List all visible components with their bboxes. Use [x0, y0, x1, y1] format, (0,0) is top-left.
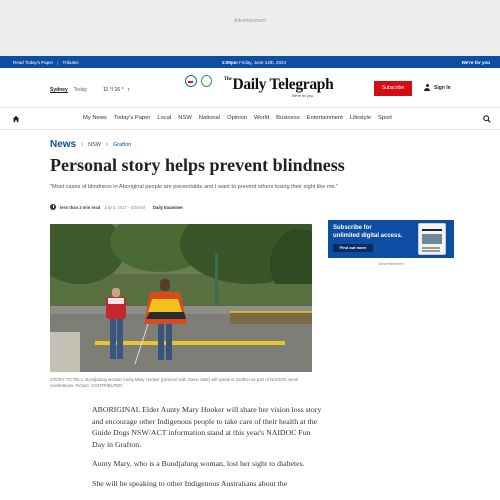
nav-items — [83, 115, 392, 121]
hero-image — [50, 224, 312, 372]
breadcrumb-section[interactable]: News — [50, 139, 77, 150]
tributes-link[interactable]: Tributes — [62, 59, 79, 65]
advertisement-label: Advertisement — [234, 18, 266, 24]
nav-item-my-news[interactable]: My News — [83, 115, 107, 121]
clock-icon — [50, 204, 56, 210]
article-paragraph: ABORIGINAL Elder Aunty Mary Hooker will share her vision loss story and encourage other Indigenous people to take care of their health at the Guide Dogs NSW/ACT information stand at this year's NAIDOC Fun Day in Grafton. — [92, 405, 322, 449]
chevron-right-icon[interactable]: › — [127, 87, 130, 93]
breadcrumb-item-nsw[interactable]: NSW — [88, 141, 101, 148]
breadcrumb — [50, 139, 131, 150]
article-paragraph: Aunty Mary, who is a Bundjalung woman, lost her sight to diabetes. — [92, 459, 305, 468]
nav-item-todays-paper[interactable]: Today's Paper — [113, 115, 151, 121]
image-caption: STORY TO TELL: Bundjalung woman Aunty Mary Hooker (pictured with Gavin Stait) will speak in Grafton as part of NAIDOC week celebrations. Picture: CONTRIBUTED — [50, 377, 299, 388]
hero-photo — [50, 224, 312, 372]
site-header — [0, 68, 500, 108]
article-source[interactable]: Daily Examiner — [153, 204, 184, 210]
nav-item-national[interactable]: National — [198, 115, 221, 121]
masthead-title: Daily Telegraph — [232, 76, 334, 93]
publish-date: July 3, 2017 - 5:00AM — [104, 204, 145, 210]
weather-widget[interactable] — [50, 87, 129, 93]
top-advertisement — [0, 0, 500, 56]
article-byline — [50, 204, 183, 210]
advertisement-label: Advertisement — [378, 261, 404, 266]
current-date: Friday, June 14th, 2024 — [239, 59, 286, 65]
home-icon[interactable] — [12, 115, 20, 123]
weather-city[interactable]: Sydney — [50, 87, 68, 93]
nav-item-business[interactable]: Business — [276, 115, 300, 121]
subscribe-button[interactable]: Subscribe — [374, 81, 412, 96]
nav-item-opinion[interactable]: Opinion — [227, 115, 248, 121]
olympic-logos — [185, 75, 212, 87]
subscribe-promo-ad[interactable] — [328, 220, 454, 258]
nav-item-entertainment[interactable]: Entertainment — [306, 115, 343, 121]
promo-line-2: unlimited digital access. — [333, 233, 403, 239]
date-time — [222, 60, 286, 65]
phone-illustration — [418, 223, 446, 255]
weather-temps: 11 °/ 16 ° — [103, 87, 124, 93]
article-standfirst: "Most cases of blindness in Aboriginal people are preventable and I want to prevent others losing their sight like me." — [50, 184, 339, 190]
breadcrumb-item-grafton[interactable]: Grafton — [112, 141, 132, 148]
sign-in-button[interactable] — [424, 84, 451, 91]
separator: | — [57, 59, 59, 65]
read-time: less than 2 min read — [60, 204, 101, 210]
chevron-right-icon: › — [81, 141, 84, 148]
read-todays-paper-link[interactable]: Read Today's Paper — [13, 59, 54, 65]
nav-item-lifestyle[interactable]: Lifestyle — [349, 115, 372, 121]
search-icon[interactable] — [483, 115, 491, 123]
masthead-logo[interactable] — [224, 76, 333, 94]
find-out-more-button[interactable]: Find out more — [333, 244, 373, 252]
main-navigation — [0, 108, 500, 130]
article-headline: Personal story helps prevent blindness — [50, 155, 345, 175]
paralympic-team-icon — [201, 75, 212, 87]
sign-in-label: Sign In — [434, 84, 451, 91]
weather-day: Today — [73, 87, 88, 93]
top-utility-bar — [0, 56, 500, 68]
nav-item-sport[interactable]: Sport — [378, 115, 392, 121]
nav-item-world[interactable]: World — [254, 115, 270, 121]
current-time: 2:50pm — [222, 59, 238, 65]
masthead-tagline: We're for you. — [292, 94, 314, 98]
olympic-team-icon — [185, 75, 197, 87]
article-paragraph: She will be speaking to other Indigenous Australians about the — [92, 478, 288, 488]
chevron-right-icon: › — [105, 141, 108, 148]
user-icon — [424, 84, 430, 91]
promo-line-1: Subscribe for — [333, 225, 372, 231]
article-body — [92, 404, 322, 497]
nav-item-local[interactable]: Local — [157, 115, 172, 121]
nav-item-nsw[interactable]: NSW — [178, 115, 192, 121]
brand-slogan: We're for you — [461, 59, 490, 65]
masthead-prefix: The — [224, 77, 232, 82]
